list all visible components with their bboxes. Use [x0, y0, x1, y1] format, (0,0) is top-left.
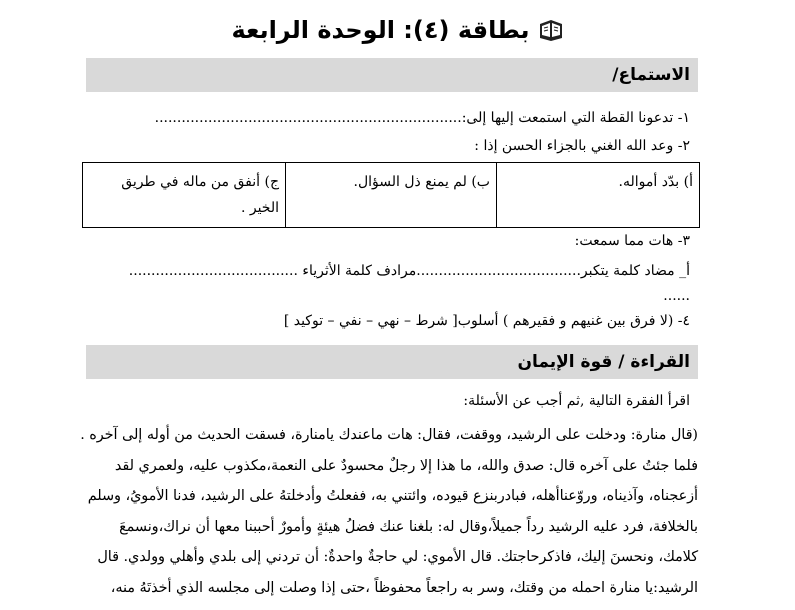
question-3-continuation: ......	[663, 288, 690, 304]
question-1: ١- تدعونا القطة التي استمعت إليها إلى:.....................................................................	[154, 110, 690, 126]
reading-section-header: القراءة / قوة الإيمان	[86, 345, 698, 379]
open-book-icon	[538, 18, 564, 42]
passage-line: (قال منارة: ودخلت على الرشيد، ووقفت، فقال: هات ماعندك يامنارة، فسقت الحديث من أوله إلى آخره .	[80, 427, 698, 443]
answer-options-table	[82, 162, 700, 228]
question-3-line: أ_ مضاد كلمة يتكبر.....................................مرادف كلمة الأثرياء ......................................	[128, 263, 690, 279]
passage-line: الرشيد:يا منارة احمله من وقتك، وسر به راجعاً محفوظاً ،حتى إذا وصلت إلى مجلسه الذي أخذتَهُ منه،	[110, 579, 698, 596]
option-b: ب) لم يمنع ذل السؤال.	[286, 163, 497, 228]
passage-line: فلما جئتُ على آخره قال: صدق والله، ما هذا إلا رجلٌ محسودٌ على النعمة،مكذوب عليه، ولعمري لقد	[114, 457, 698, 474]
listening-section-header: الاستماع/	[86, 58, 698, 92]
question-2: ٢- وعد الله الغني بالجزاء الحسن إذا :	[474, 138, 690, 154]
page-header	[0, 12, 795, 48]
reading-passage	[80, 420, 698, 603]
page-title: بطاقة (٤): الوحدة الرابعة	[231, 16, 530, 44]
question-4: ٤- (لا فرق بين غنيهم و فقيرهم ) أسلوب[ شرط – نهي – نفي – توكيد ]	[283, 313, 690, 329]
passage-line: بالخلافة، فرد عليه الرشيد رداً جميلاً،وقال له: بلغنا عنك فضلُ هيئةٍ وأمورٌ أحببنا معها أن نراك،ونسمعَ	[119, 518, 698, 535]
passage-line: كلامك، ونحسنَ إليك، فاذكرحاجتك. قال الأموي: لي حاجةٌ واحدةٌ: أن تردني إلى بلدي وأهلي وولدي. قال	[97, 549, 698, 565]
option-a: أ) بدّد أمواله.	[497, 163, 700, 228]
passage-line: أزعجناه، وآذيناه، وروّعناأهله، فبادربنزع قيوده، وائتني به، ففعلتُ وأدخلتهُ على الرشيد، فدنا الأمويُ، وسلم	[87, 488, 698, 504]
reading-instruction: اقرأ الفقرة التالية ,ثم أجب عن الأسئلة:	[463, 393, 690, 409]
question-3: ٣- هات مما سمعت:	[574, 233, 690, 249]
option-c: ج) أنفق من ماله في طريق الخير .	[83, 163, 286, 228]
